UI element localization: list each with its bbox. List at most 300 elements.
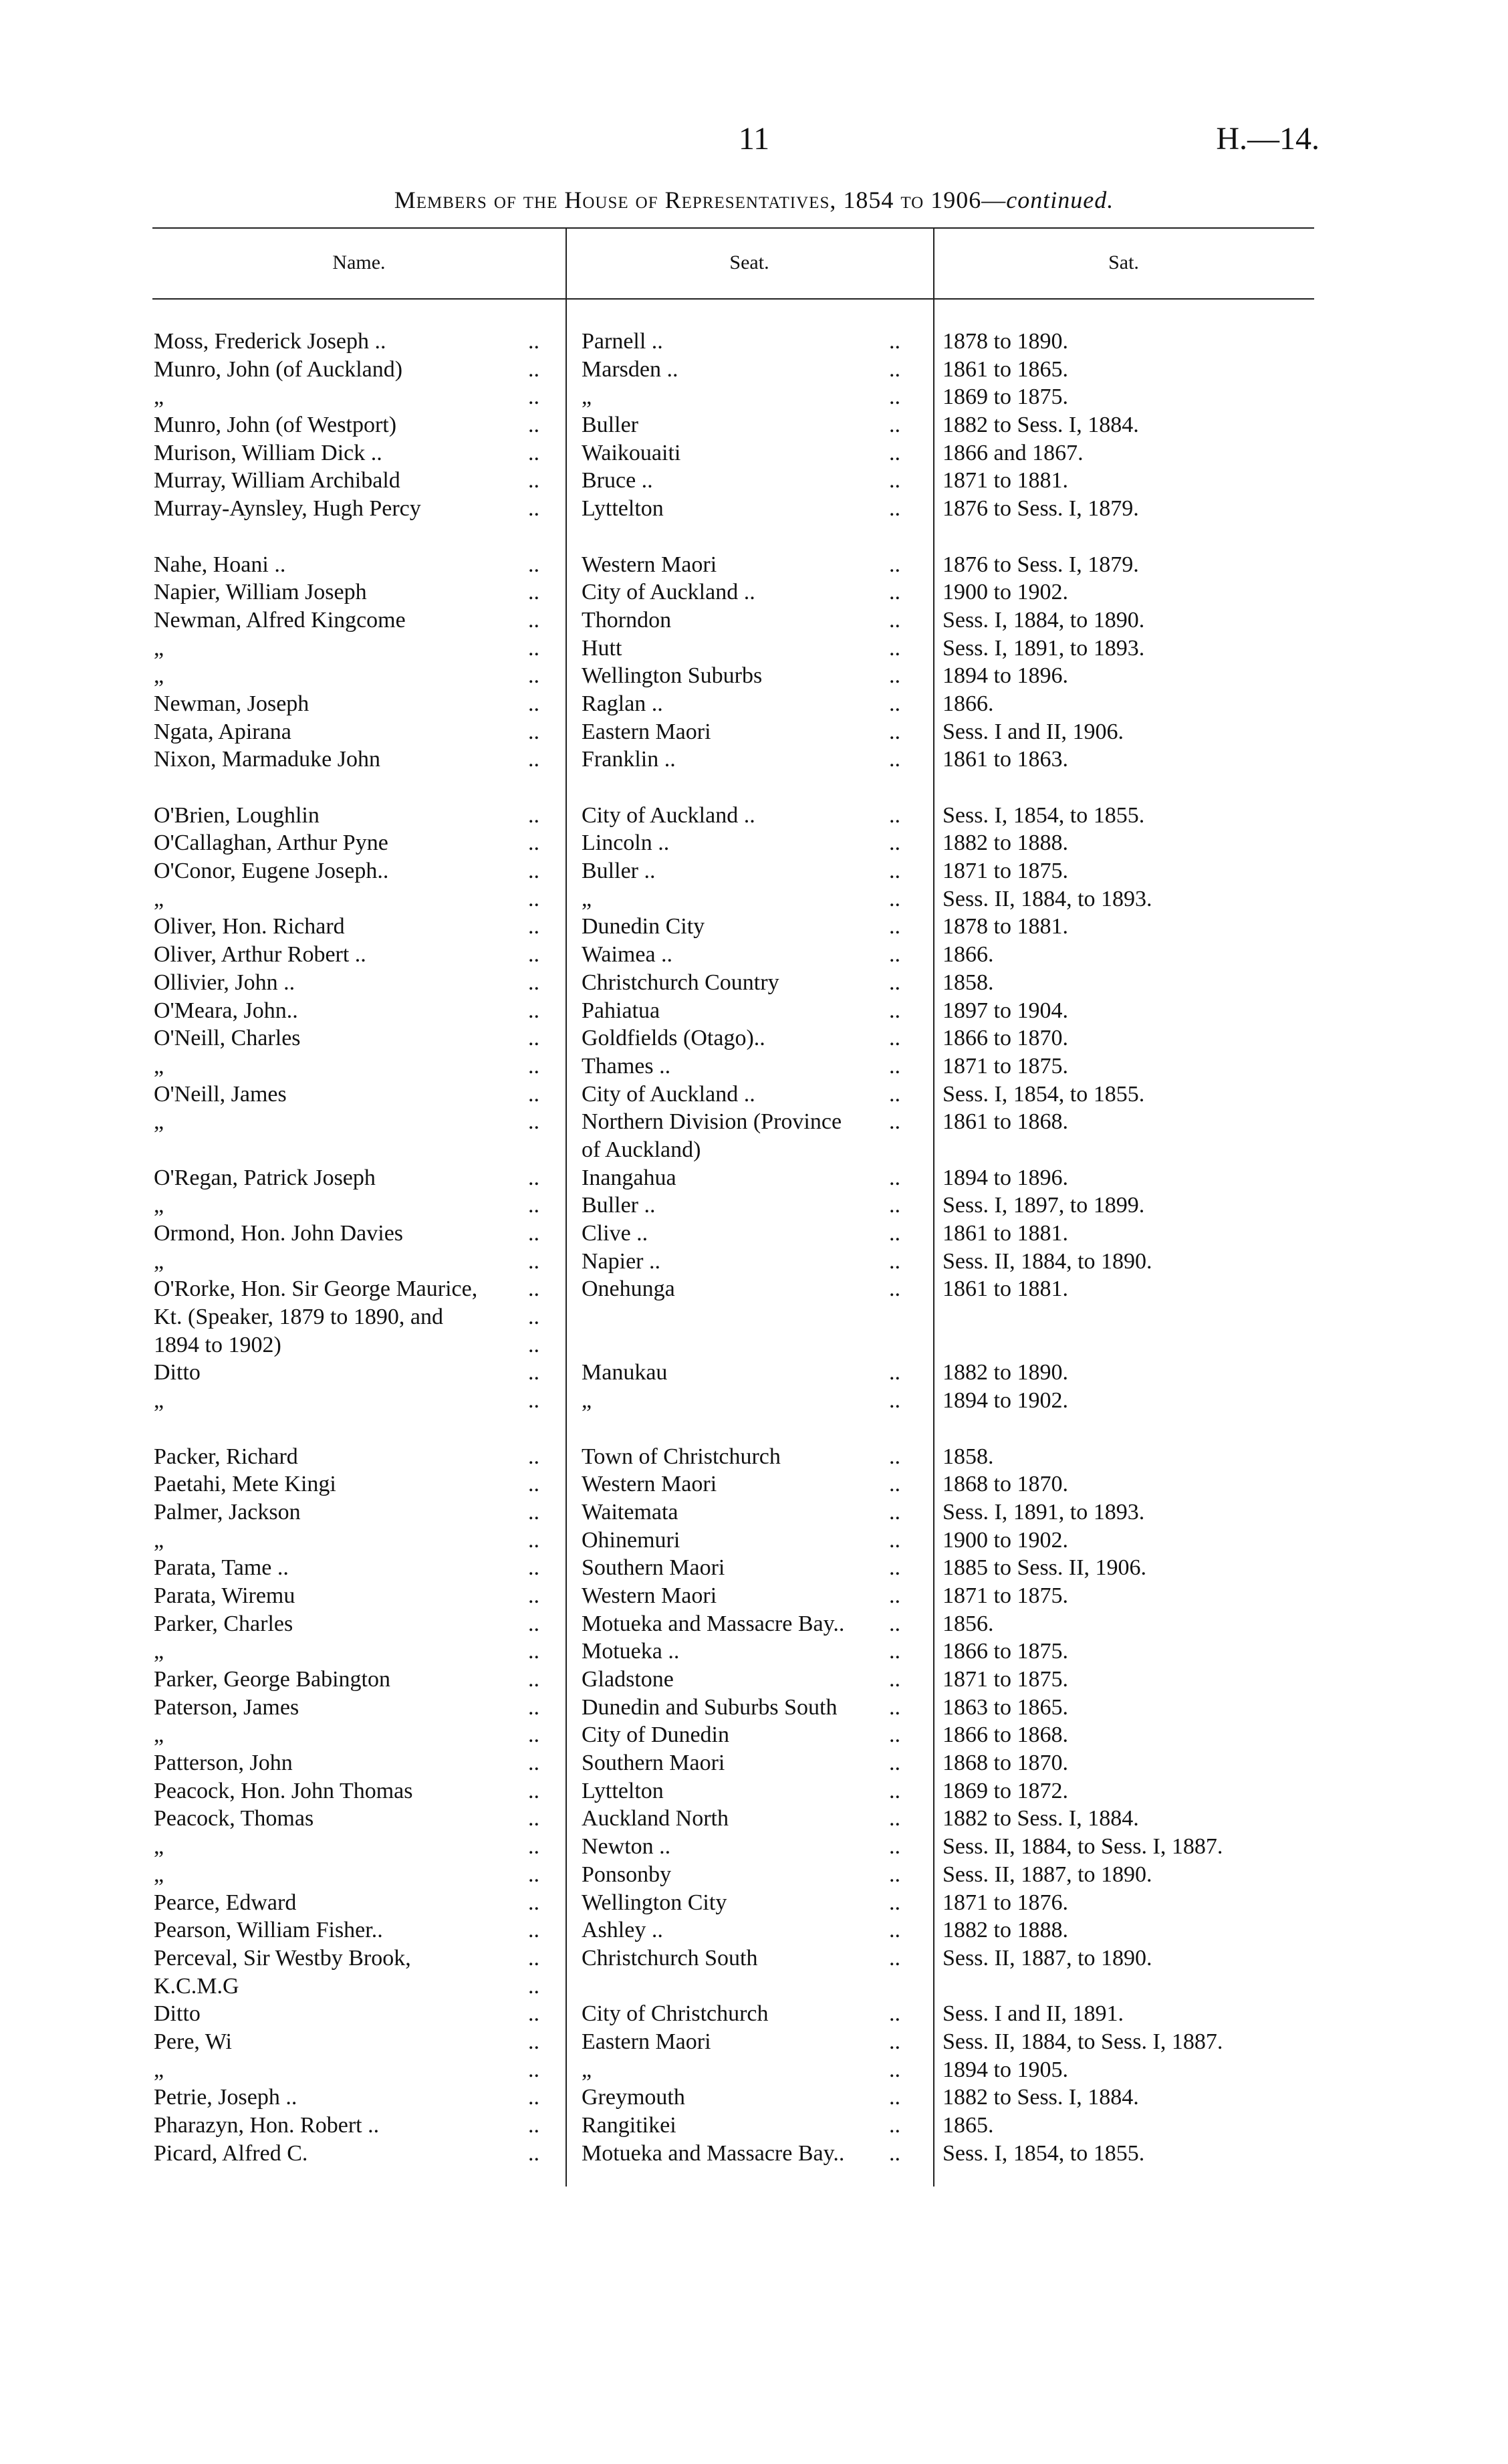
member-name: Peacock, Hon. John Thomas <box>154 1778 413 1803</box>
leader-dots: .. <box>528 1890 539 1915</box>
member-name: „ <box>154 1388 164 1414</box>
leader-dots: .. <box>889 663 900 689</box>
member-name: „ <box>154 886 164 911</box>
seat-name: Northern Division (Province <box>582 1109 842 1135</box>
leader-dots: .. <box>889 1499 900 1525</box>
sat-period: 1869 to 1875. <box>943 384 1068 410</box>
table-row <box>0 383 1508 411</box>
table-row <box>0 690 1508 718</box>
leader-dots: .. <box>889 1918 900 1943</box>
leader-dots: .. <box>528 329 539 354</box>
table-row <box>0 1192 1508 1220</box>
sat-period: 1882 to 1888. <box>943 1918 1068 1943</box>
table-row <box>0 439 1508 467</box>
seat-name: Eastern Maori <box>582 719 711 744</box>
sat-period: 1863 to 1865. <box>943 1694 1068 1720</box>
sat-period: 1897 to 1904. <box>943 998 1068 1023</box>
leader-dots: .. <box>528 1499 539 1525</box>
leader-dots: .. <box>889 1611 900 1636</box>
seat-name: „ <box>582 1388 592 1414</box>
leader-dots: .. <box>528 2140 539 2166</box>
seat-name: City of Auckland .. <box>582 580 755 605</box>
leader-dots: .. <box>528 1778 539 1803</box>
table-row <box>0 857 1508 885</box>
leader-dots: .. <box>528 1332 539 1357</box>
leader-dots: .. <box>528 942 539 968</box>
leader-dots: .. <box>528 1472 539 1497</box>
table-row <box>0 1498 1508 1527</box>
table-row <box>0 1331 1508 1359</box>
sat-period: 1861 to 1881. <box>943 1276 1068 1302</box>
leader-dots: .. <box>889 2113 900 2138</box>
member-name: O'Rorke, Hon. Sir George Maurice, <box>154 1276 478 1302</box>
leader-dots: .. <box>528 2001 539 2027</box>
table-row <box>0 1805 1508 1833</box>
member-name: Murison, William Dick .. <box>154 440 382 465</box>
leader-dots: .. <box>528 691 539 716</box>
member-name: Picard, Alfred C. <box>154 2140 308 2166</box>
member-name: Oliver, Arthur Robert .. <box>154 942 366 968</box>
table-row <box>0 885 1508 913</box>
table-row <box>0 1470 1508 1498</box>
seat-name: Dunedin and Suburbs South <box>582 1694 838 1720</box>
leader-dots: .. <box>528 859 539 884</box>
leader-dots: .. <box>889 496 900 522</box>
table-row <box>0 2028 1508 2056</box>
leader-dots: .. <box>528 1667 539 1692</box>
seat-name: Western Maori <box>582 552 717 577</box>
sat-period: 1900 to 1902. <box>943 580 1068 605</box>
sat-period: 1882 to Sess. I, 1884. <box>943 1806 1139 1831</box>
seat-name: Christchurch Country <box>582 970 779 995</box>
member-name: O'Neill, Charles <box>154 1026 301 1051</box>
member-name: Ditto <box>154 2001 201 2027</box>
leader-dots: .. <box>889 1165 900 1190</box>
member-name: Ollivier, John .. <box>154 970 295 995</box>
sat-period: 1858. <box>943 1444 994 1469</box>
leader-dots: .. <box>528 1248 539 1274</box>
sat-period: Sess. II, 1884, to 1893. <box>943 886 1152 911</box>
leader-dots: .. <box>528 914 539 939</box>
member-name: Parker, George Babington <box>154 1667 390 1692</box>
sat-period: Sess. I and II, 1891. <box>943 2001 1124 2027</box>
member-name: 1894 to 1902) <box>154 1332 281 1357</box>
leader-dots: .. <box>528 607 539 633</box>
table-row <box>0 1275 1508 1303</box>
sat-period: 1861 to 1868. <box>943 1109 1068 1135</box>
table-row <box>0 1024 1508 1052</box>
member-name: O'Regan, Patrick Joseph <box>154 1165 376 1190</box>
member-name: Ditto <box>154 1360 201 1385</box>
leader-dots: .. <box>528 2085 539 2110</box>
leader-dots: .. <box>889 802 900 828</box>
seat-name: Waikouaiti <box>582 440 681 465</box>
table-row <box>0 356 1508 384</box>
seat-name: Raglan .. <box>582 691 663 716</box>
seat-name: Lyttelton <box>582 1778 664 1803</box>
leader-dots: .. <box>889 552 900 577</box>
column-header-seat: Seat. <box>729 251 769 273</box>
sat-period: Sess. I and II, 1906. <box>943 719 1124 744</box>
leader-dots: .. <box>889 580 900 605</box>
leader-dots: .. <box>889 886 900 911</box>
member-name: Parata, Tame .. <box>154 1555 289 1581</box>
table-row <box>0 1387 1508 1415</box>
sat-period: 1866. <box>943 691 994 716</box>
leader-dots: .. <box>528 1193 539 1218</box>
member-name: Ngata, Apirana <box>154 719 291 744</box>
table-row <box>0 1052 1508 1081</box>
sat-period: 1866. <box>943 942 994 968</box>
leader-dots: .. <box>528 802 539 828</box>
seat-name: Western Maori <box>582 1472 717 1497</box>
leader-dots: .. <box>889 1081 900 1107</box>
leader-dots: .. <box>889 1834 900 1860</box>
leader-dots: .. <box>528 1918 539 1943</box>
sat-period: Sess. II, 1884, to Sess. I, 1887. <box>943 2029 1223 2054</box>
leader-dots: .. <box>528 1611 539 1636</box>
leader-dots: .. <box>889 998 900 1023</box>
leader-dots: .. <box>528 1945 539 1971</box>
leader-dots: .. <box>889 1639 900 1664</box>
leader-dots: .. <box>528 1053 539 1079</box>
seat-name: Buller <box>582 413 638 438</box>
seat-name: „ <box>582 2057 592 2082</box>
table-row <box>0 2084 1508 2112</box>
leader-dots: .. <box>528 1973 539 1999</box>
sat-period: 1882 to Sess. I, 1884. <box>943 2085 1139 2110</box>
leader-dots: .. <box>528 1444 539 1469</box>
member-name: „ <box>154 1109 164 1135</box>
seat-name: City of Christchurch <box>582 2001 769 2027</box>
leader-dots: .. <box>889 970 900 995</box>
member-name: Paterson, James <box>154 1694 299 1720</box>
table-row <box>0 1303 1508 1331</box>
table-row <box>0 662 1508 690</box>
sat-period: 1871 to 1875. <box>943 1583 1068 1608</box>
leader-dots: .. <box>889 942 900 968</box>
table-row <box>0 2112 1508 2140</box>
member-name: O'Meara, John.. <box>154 998 298 1023</box>
table-row <box>0 328 1508 356</box>
leader-dots: .. <box>889 1751 900 1776</box>
table-row <box>0 829 1508 857</box>
seat-name: Auckland North <box>582 1806 729 1831</box>
seat-name: Waimea .. <box>582 942 673 968</box>
table-row <box>0 411 1508 439</box>
table-row <box>0 635 1508 663</box>
sat-period: 1878 to 1890. <box>943 329 1068 354</box>
leader-dots: .. <box>528 998 539 1023</box>
table-row <box>0 941 1508 969</box>
table-row <box>0 1861 1508 1889</box>
seat-name: Ashley .. <box>582 1918 663 1943</box>
leader-dots: .. <box>889 384 900 410</box>
seat-name: Wellington City <box>582 1890 727 1915</box>
leader-dots: .. <box>889 2085 900 2110</box>
section-gap <box>0 523 1508 551</box>
sat-period: 1861 to 1881. <box>943 1221 1068 1246</box>
member-name: Parker, Charles <box>154 1611 293 1636</box>
table-row <box>0 1136 1508 1164</box>
member-name: „ <box>154 1639 164 1664</box>
sat-period: 1866 to 1868. <box>943 1722 1068 1748</box>
table-row <box>0 969 1508 997</box>
sat-period: Sess. I, 1891, to 1893. <box>943 1499 1145 1525</box>
leader-dots: .. <box>889 2140 900 2166</box>
leader-dots: .. <box>528 413 539 438</box>
member-name: „ <box>154 1834 164 1860</box>
table-row <box>0 1973 1508 2001</box>
sat-period: 1861 to 1863. <box>943 747 1068 772</box>
seat-name: Hutt <box>582 635 622 661</box>
leader-dots: .. <box>889 1193 900 1218</box>
table-row <box>0 1889 1508 1917</box>
member-name: O'Neill, James <box>154 1081 287 1107</box>
table-row <box>0 551 1508 579</box>
sat-period: 1865. <box>943 2113 994 2138</box>
table-row <box>0 1527 1508 1555</box>
seat-name: Motueka and Massacre Bay.. <box>582 2140 845 2166</box>
table-row <box>0 467 1508 495</box>
seat-name: „ <box>582 886 592 911</box>
seat-name: Thames .. <box>582 1053 671 1079</box>
leader-dots: .. <box>889 440 900 465</box>
member-name: Pere, Wi <box>154 2029 232 2054</box>
seat-name: City of Dunedin <box>582 1722 729 1748</box>
leader-dots: .. <box>889 2001 900 2027</box>
table-row <box>0 1554 1508 1582</box>
table-row <box>0 1582 1508 1610</box>
sat-period: Sess. I, 1884, to 1890. <box>943 607 1145 633</box>
table-row <box>0 1666 1508 1694</box>
seat-name: Southern Maori <box>582 1751 725 1776</box>
table-row <box>0 495 1508 523</box>
sat-period: 1861 to 1865. <box>943 356 1068 382</box>
leader-dots: .. <box>889 1667 900 1692</box>
member-name: Parata, Wiremu <box>154 1583 295 1608</box>
seat-name: Western Maori <box>582 1583 717 1608</box>
seat-name: Bruce .. <box>582 468 653 493</box>
leader-dots: .. <box>528 1221 539 1246</box>
table-header-rule <box>152 298 1314 300</box>
document-reference: H.—14. <box>1216 121 1320 156</box>
table-row <box>0 746 1508 774</box>
member-name: O'Conor, Eugene Joseph.. <box>154 859 389 884</box>
sat-period: 1869 to 1872. <box>943 1778 1068 1803</box>
title-main: Members of the House of Representatives, 1854 to 1906— <box>394 187 1007 213</box>
seat-name: Inangahua <box>582 1165 676 1190</box>
leader-dots: .. <box>528 496 539 522</box>
leader-dots: .. <box>889 2029 900 2054</box>
seat-name: City of Auckland .. <box>582 802 755 828</box>
leader-dots: .. <box>889 1527 900 1553</box>
leader-dots: .. <box>528 356 539 382</box>
seat-name: Parnell .. <box>582 329 663 354</box>
leader-dots: .. <box>889 356 900 382</box>
member-name: „ <box>154 663 164 689</box>
seat-name: Waitemata <box>582 1499 678 1525</box>
leader-dots: .. <box>889 1053 900 1079</box>
leader-dots: .. <box>889 830 900 856</box>
section-gap <box>0 1415 1508 1443</box>
member-name: Murray-Aynsley, Hugh Percy <box>154 496 421 522</box>
leader-dots: .. <box>528 1388 539 1414</box>
member-name: Newman, Joseph <box>154 691 309 716</box>
member-name: „ <box>154 384 164 410</box>
leader-dots: .. <box>528 2057 539 2082</box>
sat-period: 1871 to 1881. <box>943 468 1068 493</box>
leader-dots: .. <box>889 1360 900 1385</box>
table-row <box>0 718 1508 746</box>
seat-name: Marsden .. <box>582 356 678 382</box>
sat-period: 1866 to 1875. <box>943 1639 1068 1664</box>
sat-period: 1894 to 1896. <box>943 1165 1068 1190</box>
seat-name: Pahiatua <box>582 998 660 1023</box>
sat-period: 1900 to 1902. <box>943 1527 1068 1553</box>
leader-dots: .. <box>889 1472 900 1497</box>
member-name: Patterson, John <box>154 1751 293 1776</box>
table-row <box>0 1916 1508 1944</box>
leader-dots: .. <box>889 413 900 438</box>
column-header-name: Name. <box>332 251 386 273</box>
leader-dots: .. <box>528 384 539 410</box>
seat-name: Dunedin City <box>582 914 705 939</box>
table-row <box>0 1777 1508 1805</box>
table-row <box>0 1443 1508 1471</box>
table-row <box>0 2000 1508 2028</box>
leader-dots: .. <box>528 830 539 856</box>
sat-period: 1871 to 1875. <box>943 1053 1068 1079</box>
sat-period: 1885 to Sess. II, 1906. <box>943 1555 1147 1581</box>
member-name: Pharazyn, Hon. Robert .. <box>154 2113 380 2138</box>
member-name: „ <box>154 1722 164 1748</box>
leader-dots: .. <box>889 1722 900 1748</box>
leader-dots: .. <box>528 1555 539 1581</box>
leader-dots: .. <box>528 1722 539 1748</box>
leader-dots: .. <box>889 1388 900 1414</box>
leader-dots: .. <box>889 468 900 493</box>
seat-name: Wellington Suburbs <box>582 663 763 689</box>
seat-name: Lyttelton <box>582 496 664 522</box>
member-name: „ <box>154 1862 164 1887</box>
page-title <box>0 186 1508 214</box>
member-name: „ <box>154 2057 164 2082</box>
seat-name: Onehunga <box>582 1276 675 1302</box>
leader-dots: .. <box>528 886 539 911</box>
leader-dots: .. <box>889 635 900 661</box>
table-row <box>0 1248 1508 1276</box>
member-name: Nahe, Hoani .. <box>154 552 286 577</box>
sat-period: Sess. I, 1854, to 1855. <box>943 802 1145 828</box>
seat-name: „ <box>582 384 592 410</box>
leader-dots: .. <box>889 607 900 633</box>
leader-dots: .. <box>889 914 900 939</box>
table-row <box>0 578 1508 606</box>
table-row <box>0 1164 1508 1192</box>
leader-dots: .. <box>528 1360 539 1385</box>
leader-dots: .. <box>528 1751 539 1776</box>
table-row <box>0 1108 1508 1136</box>
sat-period: Sess. II, 1887, to 1890. <box>943 1862 1152 1887</box>
seat-name: of Auckland) <box>582 1137 701 1162</box>
sat-period: 1868 to 1870. <box>943 1472 1068 1497</box>
leader-dots: .. <box>528 1109 539 1135</box>
sat-period: 1894 to 1896. <box>943 663 1068 689</box>
member-name: „ <box>154 1193 164 1218</box>
table-row <box>0 1081 1508 1109</box>
leader-dots: .. <box>889 2057 900 2082</box>
sat-period: 1868 to 1870. <box>943 1751 1068 1776</box>
table-row <box>0 606 1508 635</box>
member-name: K.C.M.G <box>154 1973 239 1999</box>
sat-period: 1882 to Sess. I, 1884. <box>943 413 1139 438</box>
member-name: Perceval, Sir Westby Brook, <box>154 1945 411 1971</box>
sat-period: Sess. II, 1887, to 1890. <box>943 1945 1152 1971</box>
leader-dots: .. <box>889 1806 900 1831</box>
member-name: Pearson, William Fisher.. <box>154 1918 383 1943</box>
table-row <box>0 2056 1508 2084</box>
seat-name: Buller .. <box>582 859 656 884</box>
seat-name: Manukau <box>582 1360 668 1385</box>
table-row <box>0 802 1508 830</box>
leader-dots: .. <box>528 719 539 744</box>
leader-dots: .. <box>889 1778 900 1803</box>
seat-name: Motueka .. <box>582 1639 680 1664</box>
leader-dots: .. <box>889 1945 900 1971</box>
leader-dots: .. <box>889 859 900 884</box>
seat-name: Franklin .. <box>582 747 676 772</box>
sat-period: 1894 to 1902. <box>943 1388 1068 1414</box>
member-name: „ <box>154 635 164 661</box>
leader-dots: .. <box>528 552 539 577</box>
member-name: „ <box>154 1248 164 1274</box>
sat-period: 1878 to 1881. <box>943 914 1068 939</box>
leader-dots: .. <box>889 1555 900 1581</box>
leader-dots: .. <box>889 1248 900 1274</box>
sat-period: 1856. <box>943 1611 994 1636</box>
table-top-rule <box>152 227 1314 229</box>
leader-dots: .. <box>528 1276 539 1302</box>
leader-dots: .. <box>528 1165 539 1190</box>
seat-name: Ponsonby <box>582 1862 672 1887</box>
leader-dots: .. <box>528 1639 539 1664</box>
leader-dots: .. <box>889 719 900 744</box>
column-header-sat: Sat. <box>1108 251 1139 273</box>
sat-period: 1871 to 1876. <box>943 1890 1068 1915</box>
member-name: Napier, William Joseph <box>154 580 367 605</box>
members-table <box>0 328 1508 2167</box>
sat-period: Sess. I, 1897, to 1899. <box>943 1193 1145 1218</box>
seat-name: Gladstone <box>582 1667 674 1692</box>
member-name: Pearce, Edward <box>154 1890 297 1915</box>
sat-period: 1858. <box>943 970 994 995</box>
sat-period: Sess. I, 1854, to 1855. <box>943 2140 1145 2166</box>
table-row <box>0 2140 1508 2168</box>
leader-dots: .. <box>528 663 539 689</box>
seat-name: Eastern Maori <box>582 2029 711 2054</box>
table-row <box>0 1694 1508 1722</box>
member-name: Munro, John (of Westport) <box>154 413 397 438</box>
leader-dots: .. <box>889 1694 900 1720</box>
leader-dots: .. <box>528 1834 539 1860</box>
member-name: Ormond, Hon. John Davies <box>154 1221 404 1246</box>
table-row <box>0 1749 1508 1777</box>
sat-period: Sess. I, 1854, to 1855. <box>943 1081 1145 1107</box>
member-name: Oliver, Hon. Richard <box>154 914 345 939</box>
seat-name: Napier .. <box>582 1248 661 1274</box>
table-row <box>0 1833 1508 1861</box>
